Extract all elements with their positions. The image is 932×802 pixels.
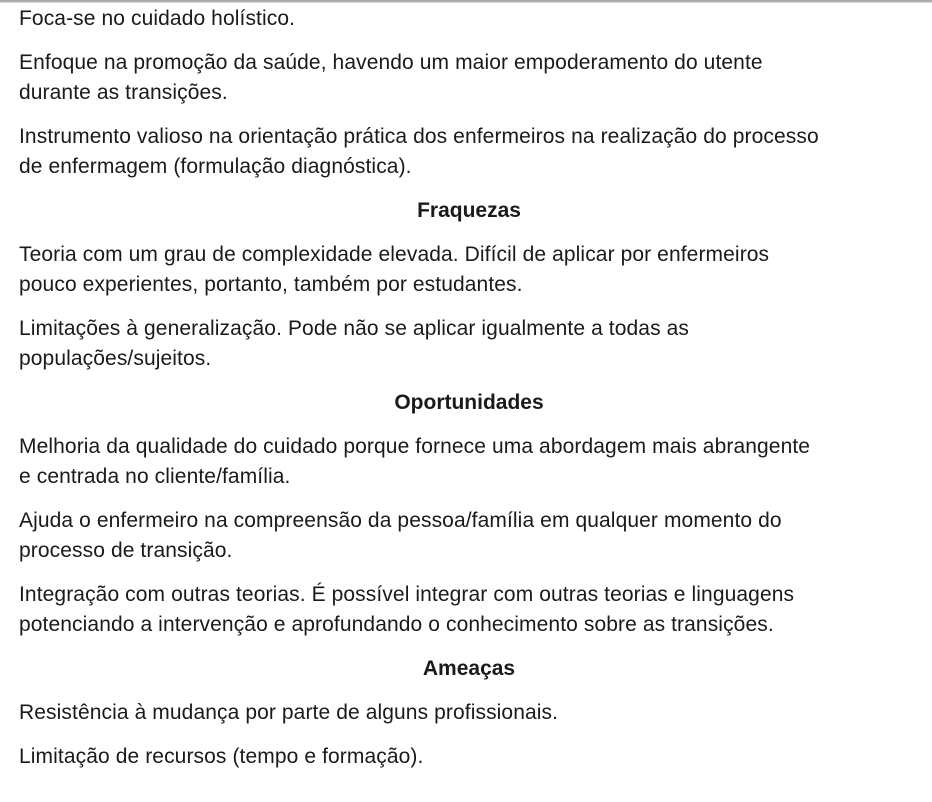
intro-paragraph: Enfoque na promoção da saúde, havendo um maior empoderamento do utente durante as transições. xyxy=(19,51,763,104)
section-paragraph: Ajuda o enfermeiro na compreensão da pessoa/família em qualquer momento do processo de transição. xyxy=(19,509,782,562)
intro-paragraph: Foca-se no cuidado holístico. xyxy=(19,7,296,30)
page-top-border xyxy=(0,0,932,3)
document-body xyxy=(19,4,919,786)
section-paragraph: Teoria com um grau de complexidade elevada. Difícil de aplicar por enfermeiros pouco experientes, portanto, também por estudantes. xyxy=(19,243,770,296)
section-paragraph: Resistência à mudança por parte de alguns profissionais. xyxy=(19,701,559,724)
section-paragraph: Integração com outras teorias. É possível integrar com outras teorias e linguagens potenciando a intervenção e aprofundando o conhecimento sobre as transições. xyxy=(19,583,795,636)
section-fraquezas xyxy=(19,196,919,374)
section-heading: Oportunidades xyxy=(394,391,544,414)
section-paragraph: Melhoria da qualidade do cuidado porque fornece uma abordagem mais abrangente e centrada no cliente/família. xyxy=(19,435,811,488)
section-heading: Ameaças xyxy=(422,657,516,680)
section-paragraph: Limitações à generalização. Pode não se aplicar igualmente a todas as populações/sujeitos. xyxy=(19,317,689,370)
section-paragraph: Limitação de recursos (tempo e formação). xyxy=(19,745,424,768)
section-ameacas xyxy=(19,654,919,772)
section-oportunidades xyxy=(19,388,919,640)
section-heading: Fraquezas xyxy=(417,199,521,222)
intro-paragraph: Instrumento valioso na orientação prática dos enfermeiros na realização do processo de enfermagem (formulação diagnóstica). xyxy=(19,125,819,178)
